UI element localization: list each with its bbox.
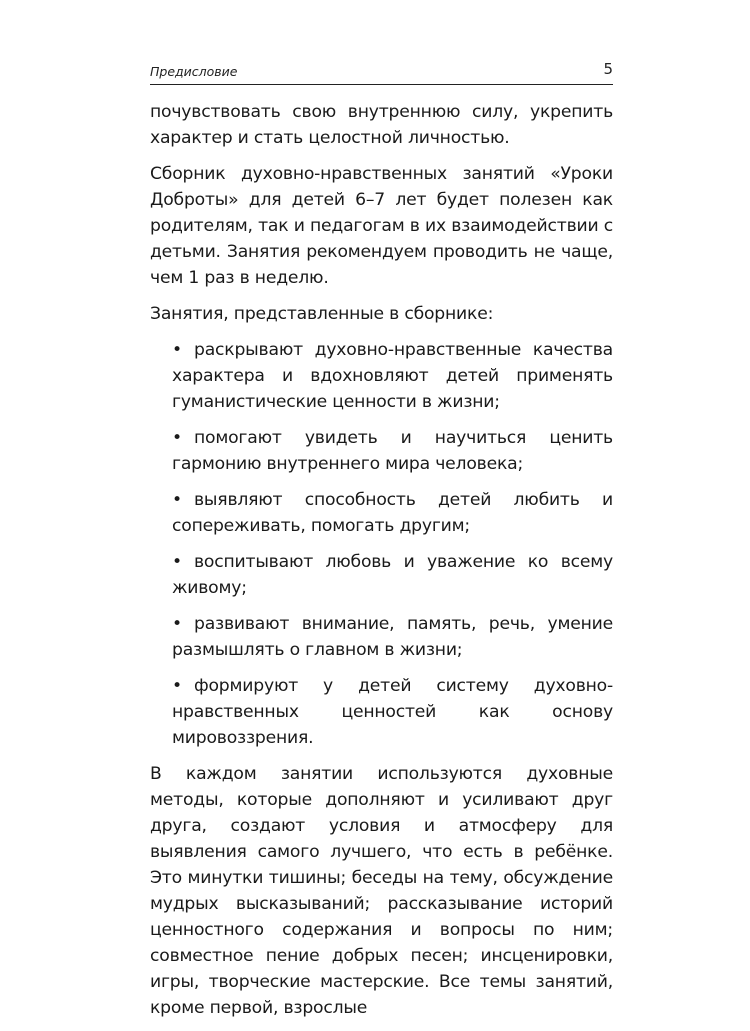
- list-item-text: формируют у детей систему духовно-нравственных ценностей как основу мировоззрения.: [172, 676, 613, 748]
- list-item-text: помогают увидеть и научиться ценить гармонию внутреннего мира человека;: [172, 428, 613, 474]
- list-item: [172, 549, 613, 601]
- list-item: [172, 425, 613, 477]
- page-body: [150, 99, 613, 1021]
- bullet-marker: •: [172, 614, 182, 634]
- bullet-marker: •: [172, 428, 182, 448]
- running-header: [150, 58, 613, 85]
- list-item-text: воспитывают любовь и уважение ко всему живому;: [172, 552, 613, 598]
- page-number: 5: [603, 60, 613, 78]
- list-item-text: выявляют способность детей любить и сопереживать, помогать другим;: [172, 490, 613, 536]
- paragraph-list-lead: Занятия, представленные в сборнике:: [150, 304, 494, 324]
- list-item: [172, 487, 613, 539]
- bullet-marker: •: [172, 676, 182, 696]
- section-title: Предисловие: [150, 64, 238, 79]
- list-item: [172, 673, 613, 751]
- paragraph-collection-intro: Сборник духовно-нравственных занятий «Уроки Доброты» для детей 6–7 лет будет полезен как родителям, так и педагогам в их взаимодействии с детьми. Занятия рекомендуем проводить не чаще, чем 1 раз в неделю.: [150, 164, 613, 288]
- paragraph-methods: В каждом занятии используются духовные методы, которые дополняют и усиливают друг друга, создают условия и атмосферу для выявления самого лучшего, что есть в ребёнке. Это минутки тишины; беседы на тему, обсуждение мудрых высказываний; рассказывание историй ценностного содержания и вопросы по ним; совместное пение добрых песен; инсценировки, игры, творческие мастерские. Все темы занятий, кроме первой, взрослые: [150, 764, 613, 1018]
- paragraph-continuation: почувствовать свою внутреннюю силу, укрепить характер и стать целостной личностью.: [150, 102, 613, 148]
- list-item: [172, 611, 613, 663]
- bullet-marker: •: [172, 552, 182, 572]
- book-page: [150, 58, 613, 1031]
- benefits-list: [150, 337, 613, 751]
- bullet-marker: •: [172, 490, 182, 510]
- list-item-text: развивают внимание, память, речь, умение размышлять о главном в жизни;: [172, 614, 613, 660]
- list-item-text: раскрывают духовно-нравственные качества характера и вдохновляют детей применять гуманистические ценности в жизни;: [172, 340, 613, 412]
- list-item: [172, 337, 613, 415]
- bullet-marker: •: [172, 340, 182, 360]
